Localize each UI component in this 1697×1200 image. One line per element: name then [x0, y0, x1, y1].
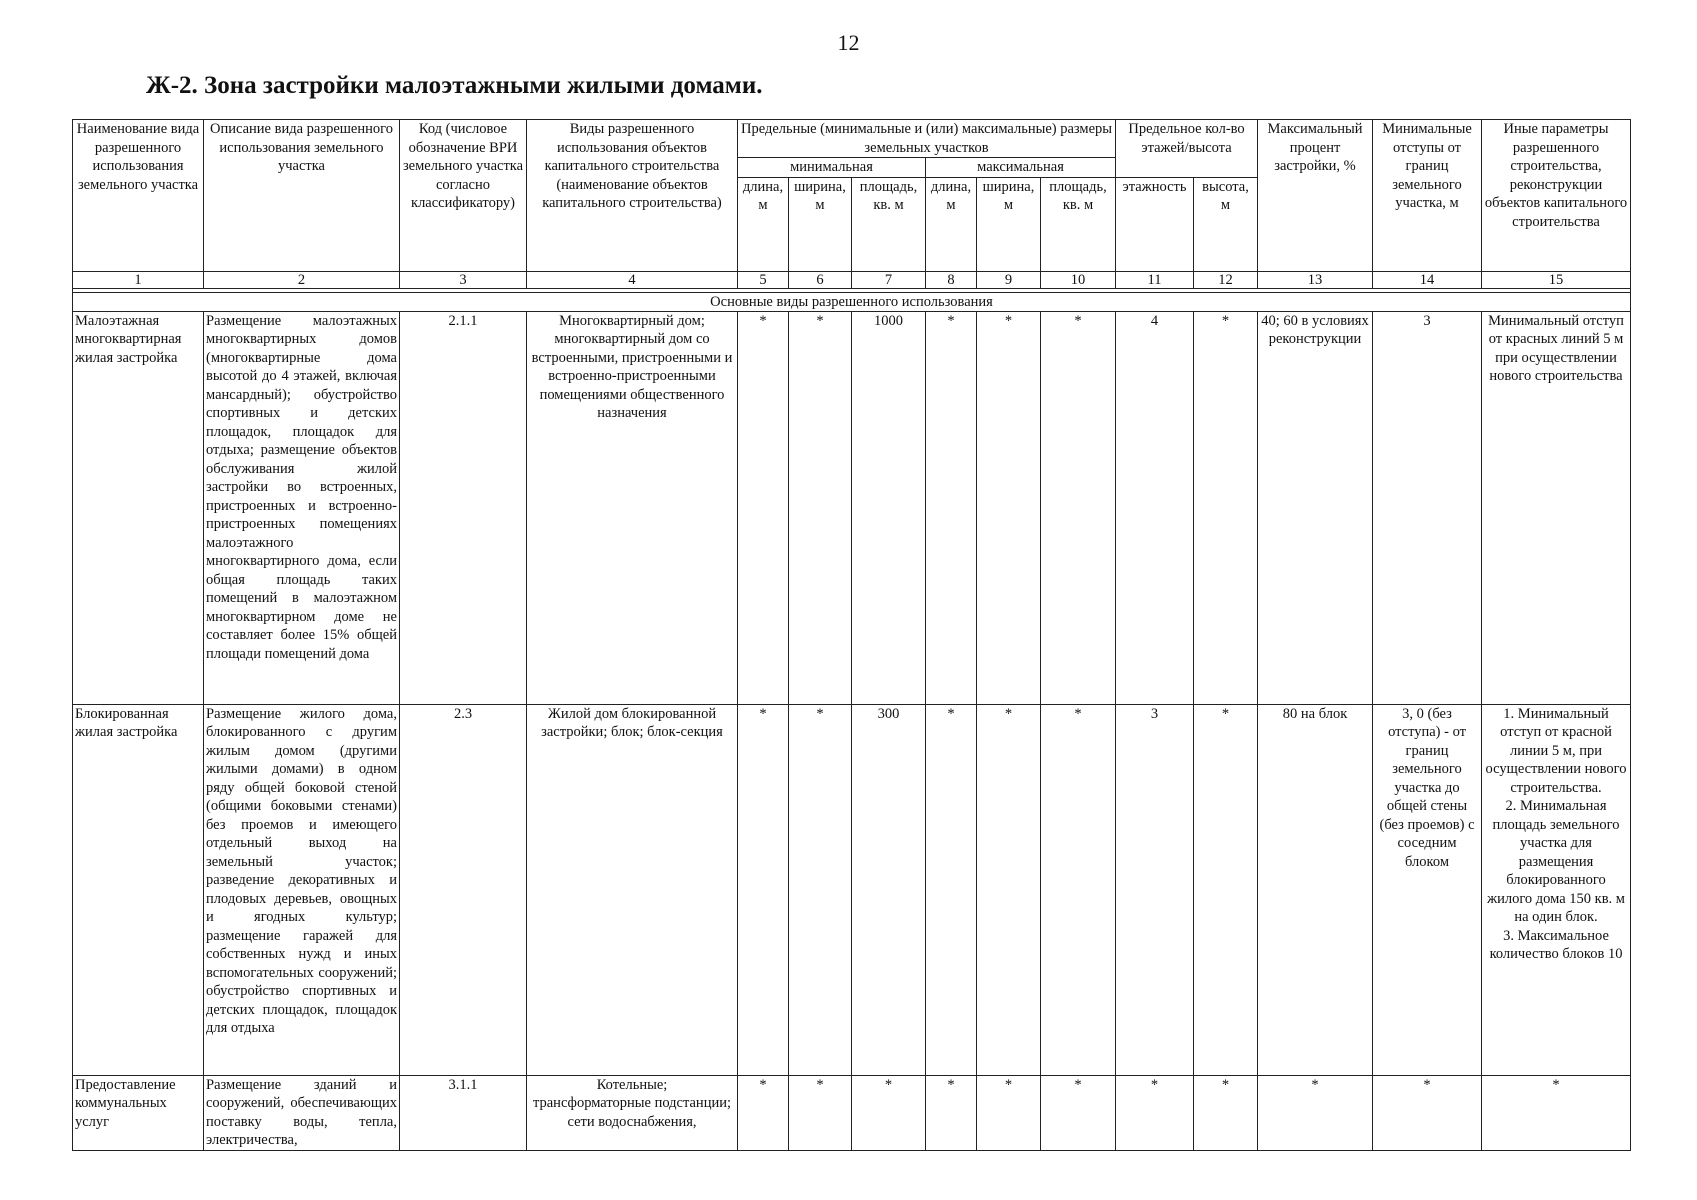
header-min-setback: Минимальные отступы от границ земельного участка, м	[1373, 120, 1482, 272]
landuse-description: Размещение малоэтажных многоквартирных домов (многоквартирные дома высотой до 4 этажей, включая мансардный); обустройство спортивных и детских площадок, площадок для отдыха; размещение объектов обслуживания жилой застройки во встроенных, пристроенных и встроенно-пристроенных помещениях малоэтажного многоквартирного дома, если общая площадь таких помещений в малоэтажном многоквартирном доме не составляет более 15% общей площади помещений дома	[204, 311, 400, 704]
other-params: *	[1482, 1075, 1631, 1150]
header-plot-size-limits: Предельные (минимальные и (или) максимальные) размеры земельных участков	[738, 120, 1116, 158]
column-numbers-row	[73, 271, 1631, 288]
max-length: *	[926, 311, 977, 704]
min-setback: 3, 0 (без отступа) - от границ земельного участка до общей стены (без проемов) с соседним блоком	[1373, 704, 1482, 1075]
header-max-length: длина, м	[926, 177, 977, 271]
column-number: 1	[73, 271, 204, 288]
other-param-line: 3. Максимальное количество блоков 10	[1489, 927, 1623, 962]
column-number: 10	[1041, 271, 1116, 288]
min-width: *	[789, 1075, 852, 1150]
construction-objects: Многоквартирный дом; многоквартирный дом со встроенными, пристроенными и встроенно-пристроенными помещениями общественного назначения	[527, 311, 738, 704]
landuse-code: 2.3	[400, 704, 527, 1075]
max-percent: 80 на блок	[1258, 704, 1373, 1075]
floors: 3	[1116, 704, 1194, 1075]
column-number: 15	[1482, 271, 1631, 288]
min-area: 1000	[852, 311, 926, 704]
column-number: 2	[204, 271, 400, 288]
table-row	[73, 311, 1631, 704]
floors: 4	[1116, 311, 1194, 704]
header-other-params: Иные параметры разрешенного строительства, реконструкции объектов капитального строительства	[1482, 120, 1631, 272]
column-number: 12	[1194, 271, 1258, 288]
height: *	[1194, 1075, 1258, 1150]
column-number: 6	[789, 271, 852, 288]
other-param-line: 2. Минимальная площадь земельного участка для размещения блокированного жилого дома 150 кв. м на один блок.	[1487, 798, 1625, 925]
header-height: высота, м	[1194, 177, 1258, 271]
other-param-line: 1. Минимальный отступ от красной линии 5 м, при осуществлении нового строительства.	[1485, 705, 1627, 796]
max-width: *	[977, 704, 1041, 1075]
height: *	[1194, 311, 1258, 704]
header-min-width: ширина, м	[789, 177, 852, 271]
landuse-code: 2.1.1	[400, 311, 527, 704]
column-number: 5	[738, 271, 789, 288]
other-params	[1482, 704, 1631, 1075]
max-length: *	[926, 704, 977, 1075]
table-row	[73, 704, 1631, 1075]
object-line: сети водоснабжения,	[567, 1113, 697, 1130]
landuse-code: 3.1.1	[400, 1075, 527, 1150]
height: *	[1194, 704, 1258, 1075]
column-number: 11	[1116, 271, 1194, 288]
max-percent: 40; 60 в условиях реконструкции	[1258, 311, 1373, 704]
landuse-name: Предоставление коммунальных услуг	[73, 1075, 204, 1150]
max-width: *	[977, 311, 1041, 704]
header-maximal: максимальная	[926, 158, 1116, 178]
section-title: Основные виды разрешенного использования	[73, 292, 1631, 311]
max-area: *	[1041, 311, 1116, 704]
max-area: *	[1041, 704, 1116, 1075]
min-length: *	[738, 1075, 789, 1150]
page-number: 12	[837, 30, 860, 55]
object-line: трансформаторные подстанции;	[532, 1095, 731, 1111]
header-max-area: площадь, кв. м	[1041, 177, 1116, 271]
max-length: *	[926, 1075, 977, 1150]
header-min-area: площадь, кв. м	[852, 177, 926, 271]
section-row	[73, 292, 1631, 311]
header-landuse-name: Наименование вида разрешенного использования земельного участка	[73, 120, 204, 272]
zone-regulations-table	[72, 119, 1631, 1151]
landuse-description: Размещение зданий и сооружений, обеспечивающих поставку воды, тепла, электричества,	[204, 1075, 400, 1150]
construction-objects	[527, 1075, 738, 1150]
max-area: *	[1041, 1075, 1116, 1150]
header-construction-objects: Виды разрешенного использования объектов капитального строительства (наименование объектов капитального строительства)	[527, 120, 738, 272]
header-minimal: минимальная	[738, 158, 926, 178]
min-width: *	[789, 704, 852, 1075]
header-code: Код (числовое обозначение ВРИ земельного участка согласно классификатору)	[400, 120, 527, 272]
column-number: 4	[527, 271, 738, 288]
max-width: *	[977, 1075, 1041, 1150]
min-width: *	[789, 311, 852, 704]
landuse-name: Блокированная жилая застройка	[73, 704, 204, 1075]
header-min-length: длина, м	[738, 177, 789, 271]
column-number: 9	[977, 271, 1041, 288]
column-number: 7	[852, 271, 926, 288]
construction-objects: Жилой дом блокированной застройки; блок; блок-секция	[527, 704, 738, 1075]
column-number: 8	[926, 271, 977, 288]
column-number: 3	[400, 271, 527, 288]
floors: *	[1116, 1075, 1194, 1150]
header-max-width: ширина, м	[977, 177, 1041, 271]
header-floors-height-group: Предельное кол-во этажей/высота	[1116, 120, 1258, 178]
min-length: *	[738, 704, 789, 1075]
landuse-name: Малоэтажная многоквартирная жилая застройка	[73, 311, 204, 704]
min-area: 300	[852, 704, 926, 1075]
min-length: *	[738, 311, 789, 704]
min-area: *	[852, 1075, 926, 1150]
column-number: 14	[1373, 271, 1482, 288]
other-params: Минимальный отступ от красных линий 5 м при осуществлении нового строительства	[1482, 311, 1631, 704]
min-setback: *	[1373, 1075, 1482, 1150]
header-landuse-description: Описание вида разрешенного использования земельного участка	[204, 120, 400, 272]
landuse-description: Размещение жилого дома, блокированного с другим жилым домом (другими жилыми домами) в одном ряду общей боковой стеной (общими боковыми стенами) без проемов и имеющего отдельный выход на земельный участок; разведение декоративных и плодовых деревьев, овощных и ягодных культур; размещение гаражей для собственных нужд и иных вспомогательных сооружений; обустройство спортивных и детских площадок, площадок для отдыха	[204, 704, 400, 1075]
header-max-percent: Максимальный процент застройки, %	[1258, 120, 1373, 272]
column-number: 13	[1258, 271, 1373, 288]
min-setback: 3	[1373, 311, 1482, 704]
object-line: Котельные;	[596, 1076, 668, 1093]
table-row	[73, 1075, 1631, 1150]
document-title: Ж-2. Зона застройки малоэтажными жилыми домами.	[146, 72, 763, 99]
max-percent: *	[1258, 1075, 1373, 1150]
header-floors: этажность	[1116, 177, 1194, 271]
